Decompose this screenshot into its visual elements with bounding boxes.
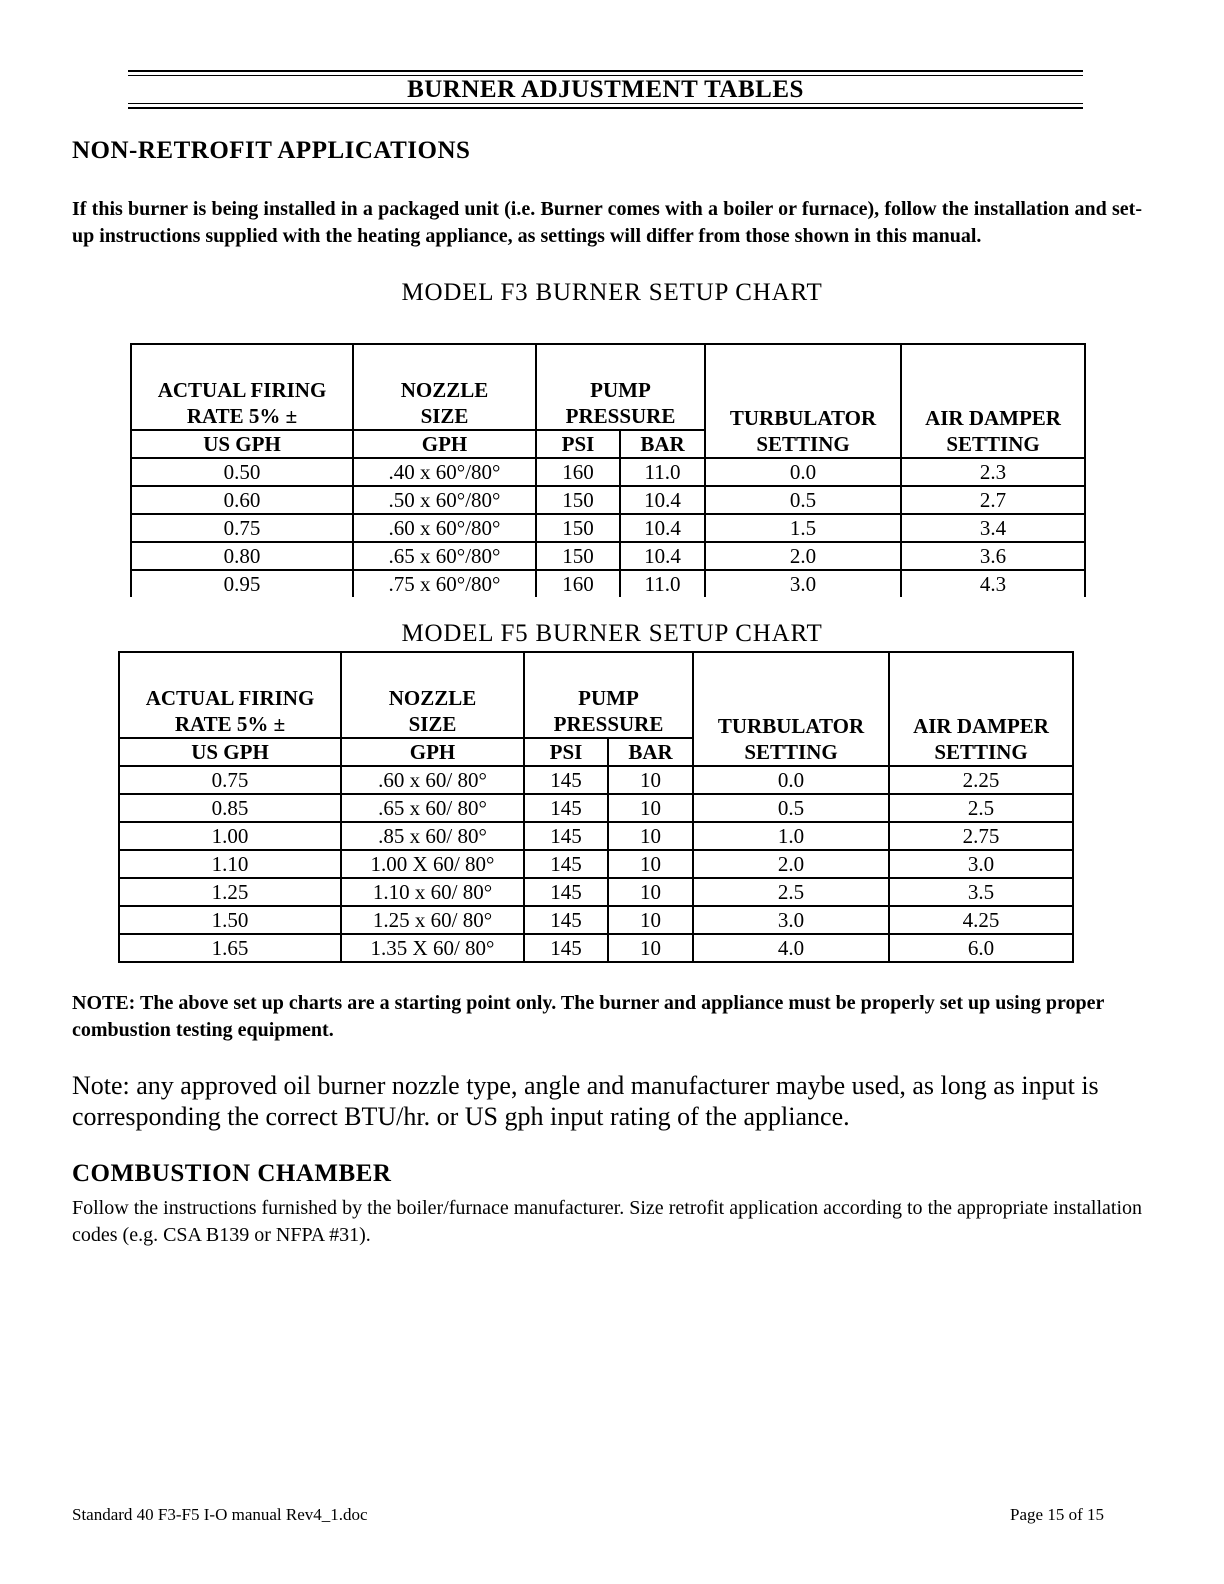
f5-firing-mid: RATE 5% ± <box>174 712 286 736</box>
f5-setup-table <box>118 651 1074 963</box>
f3-cell-nozzle-size: .50 x 60°/80° <box>353 486 536 514</box>
f3-nozzle-top: NOZZLE <box>400 378 489 402</box>
title-band <box>128 70 1083 110</box>
f3-pump-mid: PRESSURE <box>565 404 676 428</box>
f5-cell-pump-bar: 10 <box>608 850 693 878</box>
f5-cell-pump-psi: 145 <box>524 850 608 878</box>
f5-table-row <box>119 878 1073 906</box>
f3-cell-pump-bar: 11.0 <box>620 458 705 486</box>
note-nozzle-approval: Note: any approved oil burner nozzle type, angle and manufacturer maybe used, as long as input is corresponding the correct BTU/hr. or US gph input rating of the appliance. <box>72 1071 1099 1131</box>
f5-unit-gph: GPH <box>341 738 524 766</box>
f5-unit-psi: PSI <box>524 738 608 766</box>
f3-cell-air-damper: 4.3 <box>901 570 1085 597</box>
section-heading-combustion: COMBUSTION CHAMBER <box>72 1160 392 1187</box>
f3-unit-bar: BAR <box>620 430 705 458</box>
f5-table-row <box>119 822 1073 850</box>
f5-cell-nozzle-size: .85 x 60/ 80° <box>341 822 524 850</box>
f3-turb-bot: SETTING <box>756 432 850 456</box>
f5-cell-nozzle-size: .65 x 60/ 80° <box>341 794 524 822</box>
f3-cell-firing-rate: 0.95 <box>131 570 353 597</box>
f3-col-firing <box>131 344 353 430</box>
f5-cell-air-damper: 4.25 <box>889 906 1073 934</box>
f3-unit-gph: GPH <box>353 430 536 458</box>
combustion-paragraph: Follow the instructions furnished by the boiler/furnace manufacturer. Size retrofit application according to the appropriate installation codes (e.g. CSA B139 or NFPA #31). <box>72 1197 1142 1246</box>
f3-table-row <box>131 486 1085 514</box>
f5-cell-pump-psi: 145 <box>524 934 608 962</box>
f5-air-top: AIR DAMPER <box>913 714 1049 738</box>
f3-cell-pump-psi: 160 <box>536 570 620 597</box>
f5-cell-pump-bar: 10 <box>608 906 693 934</box>
f5-cell-pump-psi: 145 <box>524 766 608 794</box>
f5-cell-nozzle-size: 1.35 X 60/ 80° <box>341 934 524 962</box>
f3-col-pump <box>536 344 705 430</box>
f5-turb-bot: SETTING <box>744 740 838 764</box>
f5-pump-top: PUMP <box>578 686 639 710</box>
f3-cell-air-damper: 2.7 <box>901 486 1085 514</box>
f3-cell-pump-bar: 10.4 <box>620 542 705 570</box>
f3-unit-usgph: US GPH <box>131 430 353 458</box>
f3-cell-pump-psi: 150 <box>536 514 620 542</box>
f5-cell-firing-rate: 1.00 <box>119 822 341 850</box>
f5-cell-pump-bar: 10 <box>608 794 693 822</box>
title-rule-bottom <box>128 107 1083 109</box>
f5-cell-firing-rate: 1.50 <box>119 906 341 934</box>
f5-pump-mid: PRESSURE <box>553 712 664 736</box>
f3-air-top: AIR DAMPER <box>925 406 1061 430</box>
f3-cell-turbulator: 2.0 <box>705 542 901 570</box>
f5-unit-usgph: US GPH <box>119 738 341 766</box>
f3-cell-nozzle-size: .40 x 60°/80° <box>353 458 536 486</box>
f5-cell-firing-rate: 1.25 <box>119 878 341 906</box>
title-rule-bottom-thin <box>128 103 1083 104</box>
f5-chart-title: MODEL F5 BURNER SETUP CHART <box>401 620 823 647</box>
f3-table-row <box>131 542 1085 570</box>
f3-firing-top: ACTUAL FIRING <box>157 378 327 402</box>
f5-cell-air-damper: 2.5 <box>889 794 1073 822</box>
f5-col-turbulator <box>693 652 889 766</box>
f3-cell-pump-bar: 10.4 <box>620 514 705 542</box>
f5-cell-firing-rate: 1.65 <box>119 934 341 962</box>
f3-cell-turbulator: 3.0 <box>705 570 901 597</box>
f5-cell-air-damper: 3.5 <box>889 878 1073 906</box>
f3-cell-air-damper: 2.3 <box>901 458 1085 486</box>
f5-cell-nozzle-size: .60 x 60/ 80° <box>341 766 524 794</box>
f3-col-turbulator <box>705 344 901 458</box>
f5-col-pump <box>524 652 693 738</box>
f5-cell-pump-bar: 10 <box>608 766 693 794</box>
note-starting-point: NOTE: The above set up charts are a starting point only. The burner and appliance must be properly set up using proper combustion testing equipment. <box>72 992 1105 1041</box>
f3-col-air-damper <box>901 344 1085 458</box>
intro-paragraph: If this burner is being installed in a packaged unit (i.e. Burner comes with a boiler or furnace), follow the installation and set-up instructions supplied with the heating appliance, as settings will differ from those shown in this manual. <box>72 198 1142 247</box>
section-heading-non-retrofit: NON-RETROFIT APPLICATIONS <box>72 137 471 164</box>
f5-cell-turbulator: 0.0 <box>693 766 889 794</box>
f5-table-row <box>119 906 1073 934</box>
f3-cell-pump-psi: 160 <box>536 458 620 486</box>
f3-chart-title: MODEL F3 BURNER SETUP CHART <box>401 279 823 306</box>
f5-cell-nozzle-size: 1.25 x 60/ 80° <box>341 906 524 934</box>
f5-cell-pump-psi: 145 <box>524 822 608 850</box>
f3-cell-air-damper: 3.6 <box>901 542 1085 570</box>
f5-col-nozzle <box>341 652 524 738</box>
f5-col-air-damper <box>889 652 1073 766</box>
f5-nozzle-top: NOZZLE <box>388 686 477 710</box>
f5-cell-firing-rate: 0.85 <box>119 794 341 822</box>
f5-cell-firing-rate: 0.75 <box>119 766 341 794</box>
f5-table-row <box>119 766 1073 794</box>
footer-page-number: Page 15 of 15 <box>1010 1505 1104 1524</box>
f5-firing-top: ACTUAL FIRING <box>145 686 315 710</box>
f5-cell-pump-psi: 145 <box>524 794 608 822</box>
f3-cell-air-damper: 3.4 <box>901 514 1085 542</box>
f3-pump-top: PUMP <box>590 378 651 402</box>
f5-cell-turbulator: 3.0 <box>693 906 889 934</box>
f5-cell-turbulator: 0.5 <box>693 794 889 822</box>
f5-nozzle-mid: SIZE <box>408 712 457 736</box>
f3-nozzle-mid: SIZE <box>420 404 469 428</box>
f3-turb-top: TURBULATOR <box>729 406 877 430</box>
f3-setup-table <box>130 343 1086 597</box>
f3-air-bot: SETTING <box>946 432 1040 456</box>
title-rule-top <box>128 70 1083 72</box>
f5-table-row <box>119 934 1073 962</box>
f5-cell-air-damper: 3.0 <box>889 850 1073 878</box>
f5-cell-air-damper: 2.75 <box>889 822 1073 850</box>
f3-unit-psi: PSI <box>536 430 620 458</box>
f3-cell-firing-rate: 0.50 <box>131 458 353 486</box>
f3-cell-firing-rate: 0.75 <box>131 514 353 542</box>
footer-filename: Standard 40 F3-F5 I-O manual Rev4_1.doc <box>72 1505 368 1524</box>
f5-table-row <box>119 850 1073 878</box>
f3-cell-pump-psi: 150 <box>536 486 620 514</box>
f5-cell-firing-rate: 1.10 <box>119 850 341 878</box>
f5-cell-pump-psi: 145 <box>524 906 608 934</box>
f3-cell-pump-bar: 10.4 <box>620 486 705 514</box>
f3-firing-mid: RATE 5% ± <box>186 404 298 428</box>
f3-cell-nozzle-size: .60 x 60°/80° <box>353 514 536 542</box>
f3-cell-firing-rate: 0.80 <box>131 542 353 570</box>
f3-col-nozzle <box>353 344 536 430</box>
f5-cell-air-damper: 2.25 <box>889 766 1073 794</box>
f3-cell-turbulator: 0.5 <box>705 486 901 514</box>
f5-col-firing <box>119 652 341 738</box>
f5-cell-turbulator: 4.0 <box>693 934 889 962</box>
f5-unit-bar: BAR <box>608 738 693 766</box>
f5-cell-pump-psi: 145 <box>524 878 608 906</box>
f5-cell-turbulator: 2.0 <box>693 850 889 878</box>
f5-cell-nozzle-size: 1.00 X 60/ 80° <box>341 850 524 878</box>
f5-cell-nozzle-size: 1.10 x 60/ 80° <box>341 878 524 906</box>
f5-cell-air-damper: 6.0 <box>889 934 1073 962</box>
f3-cell-pump-psi: 150 <box>536 542 620 570</box>
f5-turb-top: TURBULATOR <box>717 714 865 738</box>
f3-table-row <box>131 458 1085 486</box>
f3-cell-turbulator: 1.5 <box>705 514 901 542</box>
f5-cell-turbulator: 2.5 <box>693 878 889 906</box>
f3-header-row <box>131 344 1085 430</box>
f3-cell-nozzle-size: .75 x 60°/80° <box>353 570 536 597</box>
page-title: BURNER ADJUSTMENT TABLES <box>407 76 804 103</box>
f3-cell-pump-bar: 11.0 <box>620 570 705 597</box>
f3-cell-nozzle-size: .65 x 60°/80° <box>353 542 536 570</box>
f5-header-row <box>119 652 1073 738</box>
f5-air-bot: SETTING <box>934 740 1028 764</box>
f5-cell-pump-bar: 10 <box>608 934 693 962</box>
f5-cell-pump-bar: 10 <box>608 822 693 850</box>
f5-cell-pump-bar: 10 <box>608 878 693 906</box>
f3-cell-turbulator: 0.0 <box>705 458 901 486</box>
f5-table-row <box>119 794 1073 822</box>
f3-table-row <box>131 514 1085 542</box>
f5-cell-turbulator: 1.0 <box>693 822 889 850</box>
f3-cell-firing-rate: 0.60 <box>131 486 353 514</box>
f3-table-row <box>131 570 1085 597</box>
